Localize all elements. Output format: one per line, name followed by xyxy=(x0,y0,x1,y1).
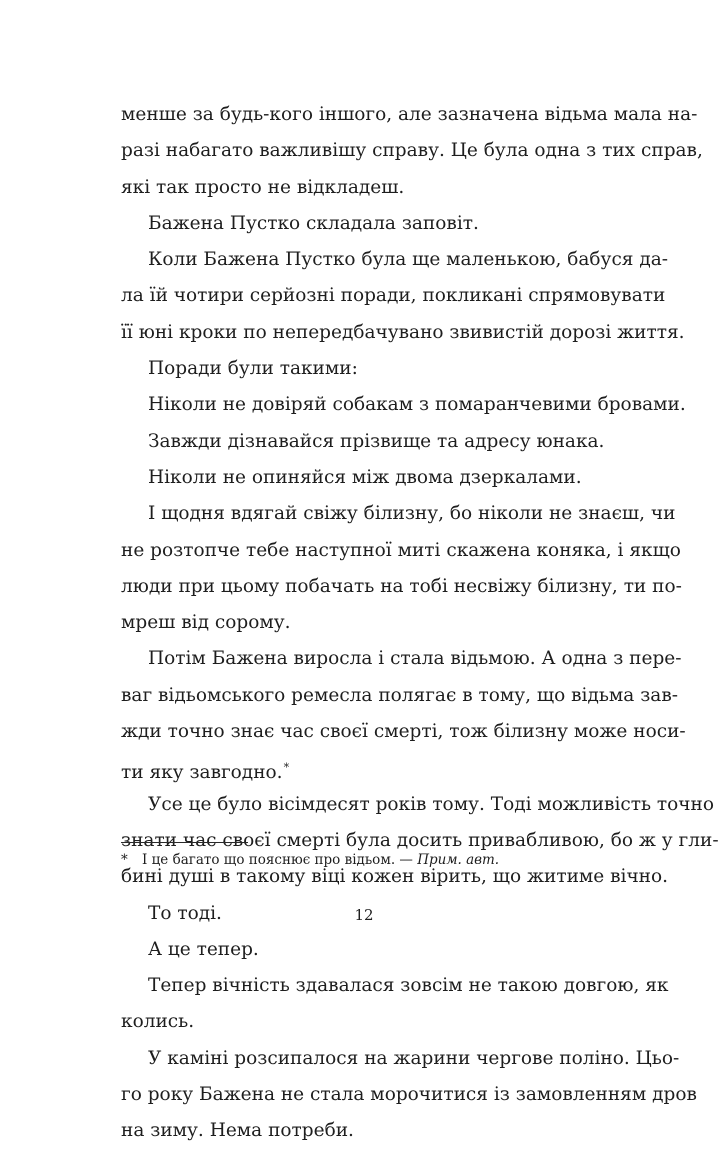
text-line: Завжди дізнавайся прізвище та адресу юнака. xyxy=(148,430,605,452)
text-line: Поради були такими: xyxy=(148,358,358,380)
footnote-marker: * xyxy=(121,852,128,868)
footnote xyxy=(121,850,499,870)
text-line: У каміні розсипалося на жарини чергове поліно. Цьо- xyxy=(148,1047,680,1069)
text-line: бині душі в такому віці кожен вірить, що житиме вічно. xyxy=(121,866,669,888)
book-page-body xyxy=(121,97,719,1150)
text-line: люди при цьому побачать на тобі несвіжу білизну, ти по- xyxy=(121,575,682,597)
footnote-source: Прим. авт. xyxy=(417,852,500,868)
text-line-with-footnote xyxy=(121,750,607,786)
text-line: го року Бажена не стала морочитися із замовленням дров xyxy=(121,1084,697,1106)
text-line: Усе це було вісімдесят років тому. Тоді можливість точно xyxy=(148,793,714,815)
text-line: І щодня вдягай свіжу білизну, бо ніколи не знаєш, чи xyxy=(148,503,676,525)
text-line: не розтопче тебе наступної миті скажена коняка, і якщо xyxy=(121,539,681,561)
footnote-reference: * xyxy=(283,761,290,775)
text-line: А це тепер. xyxy=(148,938,259,960)
text-line: ти яку завгодно. xyxy=(121,762,283,784)
text-line: жди точно знає час своєї смерті, тож білизну може носи- xyxy=(121,721,686,743)
text-line: ваг відьомського ремесла полягає в тому, що відьма зав- xyxy=(121,684,678,706)
text-line: ла їй чотири серйозні поради, покликані спрямовувати xyxy=(121,285,666,307)
text-line: мреш від сорому. xyxy=(121,612,291,634)
text-line: То тоді. xyxy=(148,902,222,924)
text-line: Коли Бажена Пустко була ще маленькою, бабуся да- xyxy=(148,249,669,271)
text-line: Ніколи не опиняйся між двома дзеркалами. xyxy=(148,466,582,488)
text-line: Потім Бажена виросла і стала відьмою. А одна з пере- xyxy=(148,648,682,670)
text-line: менше за будь-кого іншого, але зазначена відьма мала на- xyxy=(121,104,698,125)
text-line: знати час своєї смерті була досить привабливою, бо ж у гли- xyxy=(121,829,719,851)
footnote-divider xyxy=(121,842,248,843)
text-line: Ніколи не довіряй собакам з помаранчевими бровами. xyxy=(148,394,686,416)
text-line: на зиму. Нема потреби. xyxy=(121,1120,354,1142)
text-line: разі набагато важливішу справу. Це була одна з тих справ, xyxy=(121,140,703,162)
text-line: Тепер вічність здавалася зовсім не такою довгою, як xyxy=(148,975,669,997)
footnote-text: І це багато що пояснює про відьом. — xyxy=(142,852,413,868)
text-line: які так просто не відкладеш. xyxy=(121,176,405,198)
text-line: колись. xyxy=(121,1011,195,1033)
text-line: Бажена Пустко складала заповіт. xyxy=(148,212,479,234)
text-line: її юні кроки по непередбачувано звивистій дорозі життя. xyxy=(121,321,685,343)
page-number: 12 xyxy=(354,906,374,924)
